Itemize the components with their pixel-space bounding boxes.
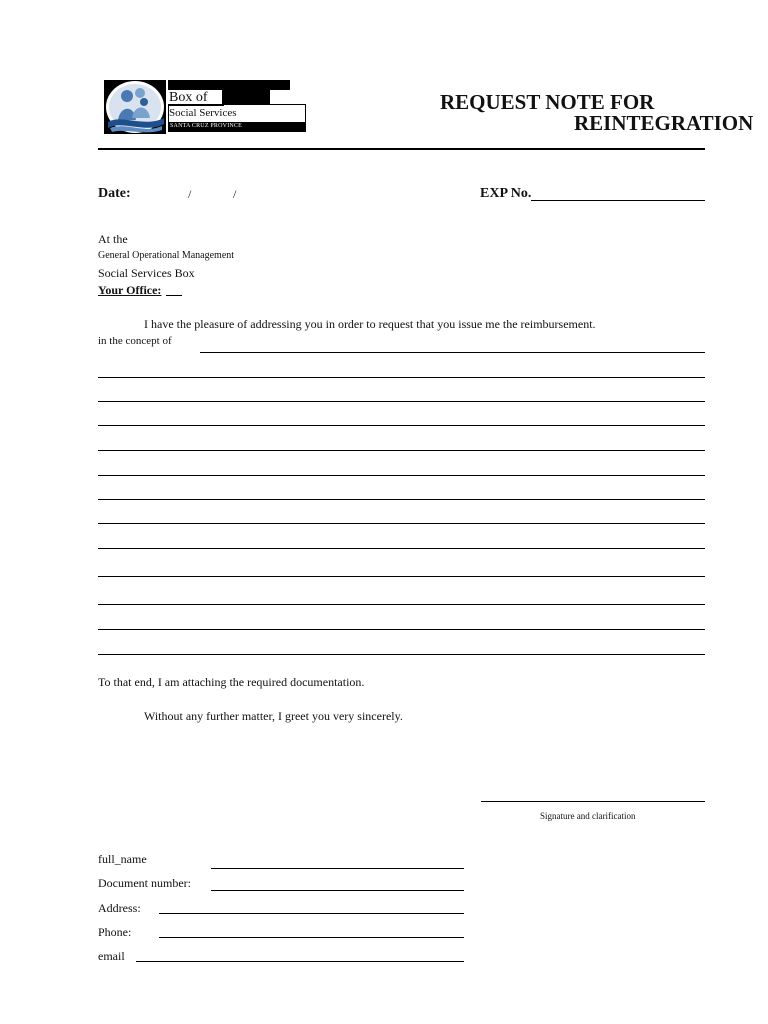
concept-line[interactable] [98, 629, 705, 630]
address-field[interactable] [159, 913, 464, 914]
email-label: email [98, 949, 125, 963]
exp-label: EXP No. [480, 186, 532, 201]
logo-line3: SANTA CRUZ PROVINCE [170, 123, 242, 129]
greeting-paragraph: Without any further matter, I greet you very sincerely. [144, 709, 403, 723]
your-office-line[interactable] [166, 295, 182, 296]
document-number-label: Document number: [98, 876, 191, 890]
concept-line[interactable] [98, 401, 705, 402]
date-separator-1: / [188, 187, 192, 201]
recipient-line2: General Operational Management [98, 250, 235, 261]
organization-logo [104, 80, 306, 134]
concept-line[interactable] [98, 654, 705, 655]
title-line2: REINTEGRATION [574, 111, 754, 135]
signature-caption: Signature and clarification [540, 811, 636, 821]
concept-line[interactable] [98, 523, 705, 524]
concept-label: in the concept of [98, 335, 172, 347]
document-number-field[interactable] [211, 890, 464, 891]
signature-line[interactable] [481, 801, 705, 802]
phone-field[interactable] [159, 937, 464, 938]
request-paragraph: I have the pleasure of addressing you in order to request that you issue me the reimbursement. [144, 317, 596, 331]
attach-paragraph: To that end, I am attaching the required documentation. [98, 675, 365, 689]
email-field[interactable] [136, 961, 464, 962]
date-label: Date: [98, 186, 131, 201]
concept-line[interactable] [98, 425, 705, 426]
your-office-label: Your Office: [98, 283, 162, 297]
concept-line[interactable] [98, 475, 705, 476]
recipient-line1: At the [98, 232, 128, 246]
concept-line[interactable] [98, 450, 705, 451]
logo-line3-bar [168, 122, 306, 131]
phone-label: Phone: [98, 925, 132, 939]
date-separator-2: / [233, 187, 237, 201]
concept-line[interactable] [98, 604, 705, 605]
title-line1: REQUEST NOTE FOR [440, 90, 655, 114]
logo-block [222, 90, 270, 104]
concept-line[interactable] [98, 548, 705, 549]
concept-line[interactable] [98, 499, 705, 500]
concept-line[interactable] [98, 576, 705, 577]
concept-line[interactable] [98, 377, 705, 378]
exp-number-line[interactable] [531, 200, 705, 201]
concept-line-1[interactable] [200, 352, 705, 353]
logo-line2: Social Services [169, 107, 237, 119]
family-emblem-icon [104, 80, 166, 134]
full-name-field[interactable] [211, 868, 464, 869]
address-label: Address: [98, 901, 141, 915]
recipient-line3: Social Services Box [98, 266, 195, 280]
logo-line1: Box of [169, 90, 208, 105]
header-divider [98, 148, 705, 150]
full-name-label: full_name [98, 852, 147, 866]
logo-bar [168, 80, 290, 90]
